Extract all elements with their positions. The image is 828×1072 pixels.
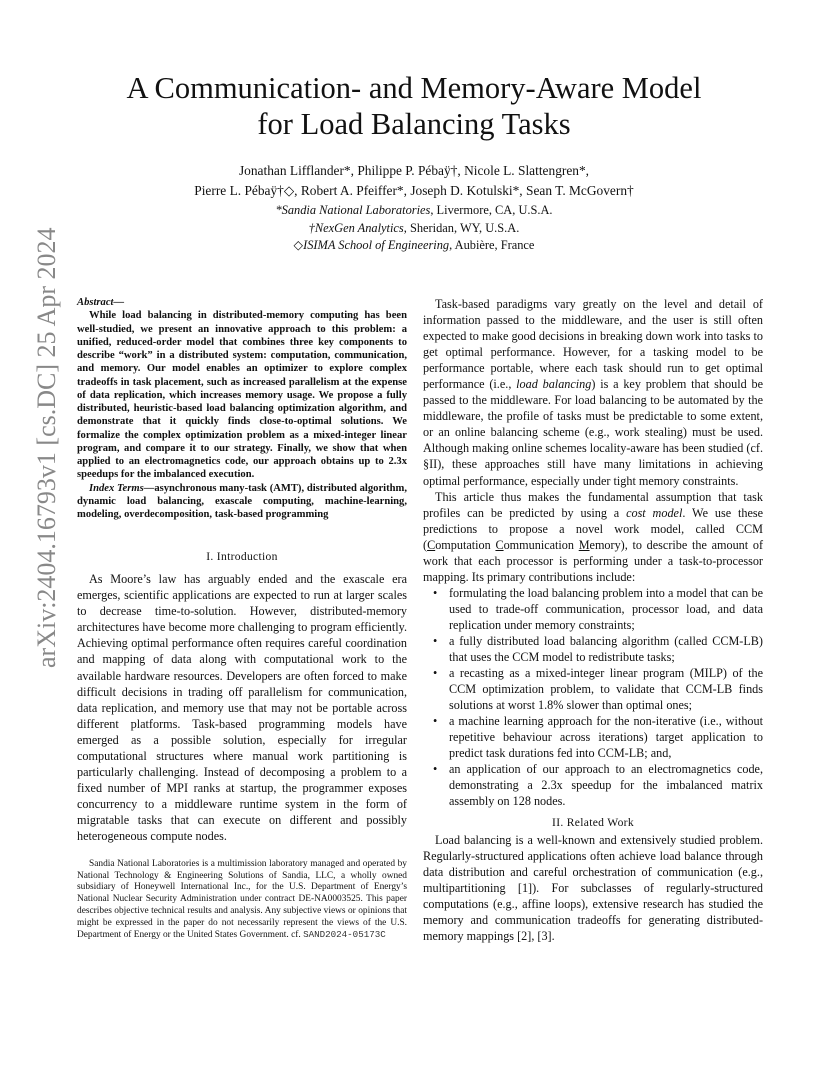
section-heading-related-work: II. Related Work: [552, 815, 634, 829]
abstract: [77, 296, 407, 521]
list-item: • formulating the load balancing problem into a model that can be used to trade-off communication, processor load, and data replication under memory constraints;: [433, 585, 763, 632]
affiliation-3-name: ◇ISIMA School of Engineering: [293, 238, 450, 252]
affiliation-2-location: , Sheridan, WY, U.S.A.: [403, 220, 520, 235]
authors-line-1: Jonathan Lifflander*, Philippe P. Pébaÿ†, Nicole L. Slattengren*,: [238, 163, 590, 178]
section-heading-introduction: I. Introduction: [206, 550, 278, 564]
affiliations: [0, 202, 828, 255]
footnote: [77, 859, 407, 942]
paragraph-task-based: Task-based paradigms vary greatly on the level and detail of information passed to the middleware, and the user is still often expected to make good decisions in breaking down work into tasks to get optimal performance. However, for a tasking model to be performance portable, where each task should run to get optimal performance (i.e., load balancing) is a key problem that should be passed to the middleware. For load balancing to be automated by the middleware, the profile of tasks must be predictable to some extent, or an online balancing scheme (e.g., work stealing) must be used. Although making online schemes locality-aware has been studied (cf. §II), these approaches still have many limitations in achieving optimal performance, especially under tight memory constraints.: [423, 297, 763, 488]
abstract-heading: Abstract—: [77, 297, 125, 308]
authors-line-2: Pierre L. Pébaÿ†◇, Robert A. Pfeiffer*, Joseph D. Kotulski*, Sean T. McGovern†: [194, 183, 634, 198]
affiliation-3-location: , Aubière, France: [449, 238, 535, 252]
right-column: [423, 296, 763, 944]
affiliation-2: [0, 220, 828, 238]
affiliation-1-location: , Livermore, CA, U.S.A.: [430, 203, 553, 217]
list-item: • a machine learning approach for the non-iterative (i.e., without repetitive behaviour across iterations) target application to predict task durations fed into CCM-LB; and,: [433, 714, 763, 761]
footnote-text: Sandia National Laboratories is a multimission laboratory managed and operated by National Technology & Engineering Solutions of Sandia, LLC, a wholly owned subsidiary of Honeywell International Inc., for the U.S. Department of Energy’s National Nuclear Security Administration under contract DE-NA0003525. This paper describes objective technical results and analysis. Any subjective views or opinions that might be expressed in the paper do not necessarily represent the views of the U.S. Department of Energy or the United States Government. cf.: [77, 859, 407, 941]
related-work-paragraph: Load balancing is a well-known and extensively studied problem. Regularly-structured applications often achieve load balance through data distribution and careful orchestration of communication (e.g., multipartitioning [1]). For subclasses of regularly-structured computations (e.g., affine loops), extensive research has studied the memory and communication tradeoffs for generating distributed-memory mappings [2], [3].: [423, 832, 763, 943]
list-item: • a recasting as a mixed-integer linear program (MILP) of the CCM optimization problem, to validate that CCM-LB finds solutions at worst 1.8% slower than optimal ones;: [433, 666, 763, 713]
bullet-icon: •: [433, 714, 438, 729]
contributions-list: [423, 585, 763, 810]
affiliation-2-name: †NexGen Analytics: [308, 220, 404, 235]
left-column: [77, 296, 407, 942]
bullet-icon: •: [433, 585, 438, 600]
introduction-paragraph: As Moore’s law has arguably ended and the exascale era emerges, scientific applications are expected to run at larger scales to decrease time-to-solution. However, distributed-memory architectures have become more challenging to program efficiently. Achieving optimal performance often requires careful coordination and mapping of data along with computational work to the available hardware resources. Developers are often forced to make difficult decisions in trading off parallelism for communication, data replication, and memory use that may not be portable across different platforms. Task-based programming models have emerged as a possible solution, especially for irregular computational structures where manual work partitioning is particularly challenging. Instead of decomposing a problem to a fixed number of MPI ranks at startup, the programmer exposes concurrency to a middleware runtime system in the form of migratable tasks that can execute on different and possibly heterogeneous compute nodes.: [77, 572, 407, 843]
paper-title: [0, 70, 828, 142]
affiliation-1-name: *Sandia National Laboratories: [275, 203, 431, 217]
abstract-text: While load balancing in distributed-memory computing has been well-studied, we present an innovative approach to this problem: a unified, reduced-order model that combines three key components to describe “work” in a distributed system: computation, communication, and memory. Our model enables an optimizer to explore complex tradeoffs in task placement, such as increased parallelism at the expense of data replication, which increases memory usage. We propose a fully distributed, heuristic-based load balancing optimization algorithm, and demonstrate that it quickly finds close-to-optimal solutions. We formalize the complex optimization problem as a mixed-integer linear program, and compare it to our strategy. Finally, we show that when applied to an electromagnetics code, our approach obtains up to 2.3x speedups for the imbalanced execution.: [77, 310, 407, 481]
index-terms-text: asynchronous many-task (AMT), distributed algorithm, dynamic load balancing, exascale computing, machine-learning, modeling, overdecomposition, task-based programming: [77, 482, 407, 520]
paragraph-ccm: This article thus makes the fundamental assumption that task profiles can be predicted by using a cost model. We use these predictions to propose a novel work model, called CCM (Computation Communication Memory), to describe the amount of work that each processor is performing under a task-to-processor mapping. Its primary contributions include:: [423, 489, 764, 584]
affiliation-1: [0, 202, 828, 220]
affiliation-3: [0, 237, 828, 255]
title-line-2: for Load Balancing Tasks: [257, 107, 571, 141]
bullet-icon: •: [433, 633, 438, 648]
index-terms: [77, 482, 407, 522]
bullet-icon: •: [433, 666, 438, 681]
title-line-1: A Communication- and Memory-Aware Model: [126, 71, 702, 105]
footnote-code: SAND2024-05173C: [303, 929, 386, 941]
bullet-icon: •: [433, 762, 438, 777]
arxiv-identifier: arXiv:2404.16793v1 [cs.DC] 25 Apr 2024: [32, 227, 61, 668]
index-terms-heading: Index Terms—: [89, 482, 155, 494]
list-item: • an application of our approach to an electromagnetics code, demonstrating a 2.3x speedup for the imbalanced matrix assembly on 128 nodes.: [433, 762, 763, 809]
author-list: [0, 161, 828, 201]
list-item: • a fully distributed load balancing algorithm (called CCM-LB) that uses the CCM model to redistribute tasks;: [433, 633, 763, 665]
